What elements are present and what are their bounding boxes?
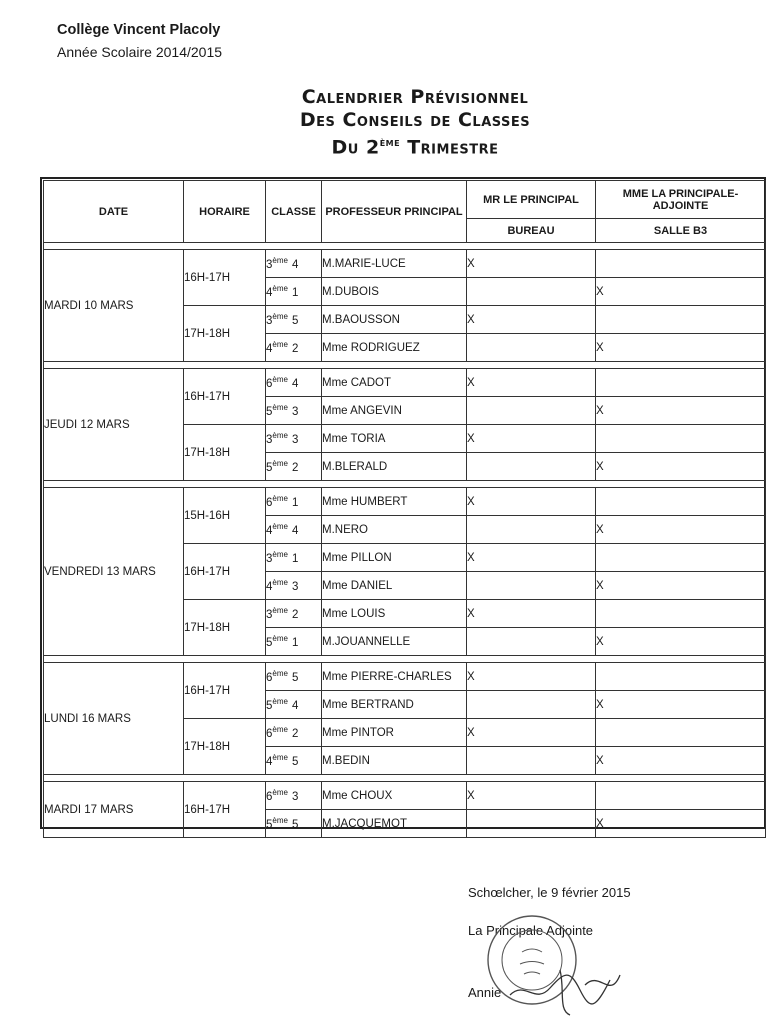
class-cell (266, 663, 322, 691)
title-line-3-pre: Du 2 (331, 136, 380, 159)
class-level: 4 (266, 342, 273, 355)
professor-cell: Mme CHOUX (322, 782, 467, 810)
date-cell: MARDI 17 MARS (44, 782, 184, 838)
adjointe-mark: X (596, 572, 766, 600)
class-level: 5 (266, 405, 273, 418)
class-level-suffix: ème (272, 340, 288, 350)
header-horaire: HORAIRE (184, 181, 266, 243)
handwritten-signature (500, 950, 630, 1020)
class-level-suffix: ème (272, 578, 288, 588)
adjointe-mark (596, 369, 766, 397)
professor-cell: Mme PILLON (322, 544, 467, 572)
principal-mark: X (467, 719, 596, 747)
class-level: 3 (266, 552, 273, 565)
time-cell: 16H-17H (184, 250, 266, 306)
professor-cell: Mme TORIA (322, 425, 467, 453)
class-level-suffix: ème (272, 312, 288, 322)
class-level-suffix: ème (272, 697, 288, 707)
class-cell (266, 719, 322, 747)
class-number: 3 (291, 580, 299, 593)
title-line-2: Des Conseils de Classes (299, 109, 531, 131)
class-cell (266, 572, 322, 600)
class-number: 4 (291, 699, 299, 712)
time-cell: 16H-17H (184, 782, 266, 838)
adjointe-mark: X (596, 691, 766, 719)
day-separator (44, 775, 766, 782)
class-number: 4 (291, 258, 299, 271)
class-number: 2 (291, 342, 299, 355)
date-cell: MARDI 10 MARS (44, 250, 184, 362)
school-year: Année Scolaire 2014/2015 (57, 44, 223, 60)
class-number: 2 (291, 727, 299, 740)
professor-cell: Mme HUMBERT (322, 488, 467, 516)
principal-mark: X (467, 250, 596, 278)
header-date: DATE (44, 181, 184, 243)
class-cell (266, 334, 322, 362)
time-cell: 17H-18H (184, 719, 266, 775)
adjointe-mark: X (596, 810, 766, 838)
class-cell (266, 306, 322, 334)
signatory-name: Annie (468, 985, 502, 1000)
table-row (44, 250, 766, 278)
class-level: 3 (266, 433, 273, 446)
date-cell: LUNDI 16 MARS (44, 663, 184, 775)
header-professeur: PROFESSEUR PRINCIPAL (322, 181, 467, 243)
time-cell: 17H-18H (184, 306, 266, 362)
class-level-suffix: ème (272, 669, 288, 679)
class-level-suffix: ème (272, 550, 288, 560)
principal-mark: X (467, 425, 596, 453)
class-level-suffix: ème (272, 606, 288, 616)
class-number: 3 (291, 790, 299, 803)
table-row (44, 782, 766, 810)
schedule-body (44, 243, 766, 838)
table-row (44, 663, 766, 691)
class-cell (266, 425, 322, 453)
class-level: 4 (266, 524, 273, 537)
separator-cell (44, 656, 766, 663)
class-number: 1 (291, 552, 299, 565)
class-level: 6 (266, 377, 273, 390)
day-separator (44, 481, 766, 488)
class-cell (266, 600, 322, 628)
class-level-suffix: ème (272, 725, 288, 735)
day-separator (44, 243, 766, 250)
class-level: 4 (266, 580, 273, 593)
principal-mark: X (467, 782, 596, 810)
class-cell (266, 488, 322, 516)
class-number: 1 (291, 496, 299, 509)
professor-cell: M.JACQUEMOT (322, 810, 467, 838)
header-principal-room: BUREAU (467, 219, 596, 243)
time-cell: 16H-17H (184, 369, 266, 425)
class-level-suffix: ème (272, 284, 288, 294)
class-cell (266, 544, 322, 572)
class-level-suffix: ème (272, 634, 288, 644)
adjointe-mark (596, 306, 766, 334)
time-cell: 15H-16H (184, 488, 266, 544)
class-number: 3 (291, 405, 299, 418)
time-cell: 16H-17H (184, 544, 266, 600)
class-cell (266, 250, 322, 278)
class-level-suffix: ème (272, 522, 288, 532)
adjointe-mark (596, 663, 766, 691)
signatory-title: La Principale Adjointe (468, 923, 594, 938)
professor-cell: Mme BERTRAND (322, 691, 467, 719)
professor-cell: M.DUBOIS (322, 278, 467, 306)
class-cell (266, 782, 322, 810)
class-cell (266, 516, 322, 544)
professor-cell: M.BAOUSSON (322, 306, 467, 334)
class-number: 5 (291, 314, 299, 327)
adjointe-mark (596, 544, 766, 572)
professor-cell: Mme CADOT (322, 369, 467, 397)
class-level: 6 (266, 727, 273, 740)
adjointe-mark: X (596, 628, 766, 656)
class-cell (266, 397, 322, 425)
class-level: 3 (266, 258, 273, 271)
class-level: 5 (266, 461, 273, 474)
date-cell: VENDREDI 13 MARS (44, 488, 184, 656)
class-level-suffix: ème (272, 403, 288, 413)
class-number: 3 (291, 433, 299, 446)
class-level: 6 (266, 671, 273, 684)
adjointe-mark (596, 425, 766, 453)
class-cell (266, 453, 322, 481)
adjointe-mark: X (596, 747, 766, 775)
class-level-suffix: ème (272, 753, 288, 763)
adjointe-mark (596, 488, 766, 516)
adjointe-mark (596, 250, 766, 278)
title-line-1: Calendrier Prévisionnel (301, 86, 529, 108)
class-cell (266, 628, 322, 656)
professor-cell: Mme DANIEL (322, 572, 467, 600)
class-level: 4 (266, 286, 273, 299)
time-cell: 16H-17H (184, 663, 266, 719)
class-level: 5 (266, 818, 273, 831)
professor-cell: Mme PINTOR (322, 719, 467, 747)
title-line-3-post: Trimestre (400, 136, 499, 159)
professor-cell: M.BLERALD (322, 453, 467, 481)
class-number: 2 (291, 608, 299, 621)
principal-mark (467, 747, 596, 775)
professor-cell: M.BEDIN (322, 747, 467, 775)
professor-cell: Mme ANGEVIN (322, 397, 467, 425)
professor-cell: M.MARIE-LUCE (322, 250, 467, 278)
separator-cell (44, 362, 766, 369)
class-cell (266, 278, 322, 306)
class-number: 5 (291, 671, 299, 684)
adjointe-mark (596, 782, 766, 810)
adjointe-mark (596, 600, 766, 628)
time-cell: 17H-18H (184, 425, 266, 481)
principal-mark: X (467, 369, 596, 397)
professor-cell: M.NERO (322, 516, 467, 544)
class-level-suffix: ème (272, 256, 288, 266)
day-separator (44, 656, 766, 663)
professor-cell: Mme RODRIGUEZ (322, 334, 467, 362)
class-level: 6 (266, 496, 273, 509)
principal-mark (467, 628, 596, 656)
class-level-suffix: ème (272, 459, 288, 469)
class-number: 1 (291, 636, 299, 649)
principal-mark (467, 278, 596, 306)
class-cell (266, 747, 322, 775)
adjointe-mark (596, 719, 766, 747)
principal-mark: X (467, 488, 596, 516)
class-number: 5 (291, 755, 299, 768)
class-number: 2 (291, 461, 299, 474)
principal-mark (467, 453, 596, 481)
class-number: 1 (291, 286, 299, 299)
separator-cell (44, 243, 766, 250)
principal-mark (467, 516, 596, 544)
separator-cell (44, 481, 766, 488)
time-cell: 17H-18H (184, 600, 266, 656)
class-number: 5 (291, 818, 299, 831)
professor-cell: Mme LOUIS (322, 600, 467, 628)
class-level: 5 (266, 636, 273, 649)
class-number: 4 (291, 524, 299, 537)
adjointe-mark: X (596, 516, 766, 544)
principal-mark (467, 334, 596, 362)
adjointe-mark: X (596, 397, 766, 425)
principal-mark: X (467, 306, 596, 334)
adjointe-mark: X (596, 453, 766, 481)
class-number: 4 (291, 377, 299, 390)
professor-cell: M.JOUANNELLE (322, 628, 467, 656)
class-cell (266, 369, 322, 397)
class-level-suffix: ème (272, 788, 288, 798)
adjointe-mark: X (596, 334, 766, 362)
class-level: 4 (266, 755, 273, 768)
schedule-table (43, 180, 766, 838)
class-level-suffix: ème (272, 816, 288, 826)
title-line-3-sup: ème (379, 136, 401, 149)
professor-cell: Mme PIERRE-CHARLES (322, 663, 467, 691)
class-level: 3 (266, 314, 273, 327)
class-level-suffix: ème (272, 431, 288, 441)
principal-mark (467, 397, 596, 425)
principal-mark: X (467, 600, 596, 628)
separator-cell (44, 775, 766, 782)
date-cell: JEUDI 12 MARS (44, 369, 184, 481)
table-row (44, 488, 766, 516)
class-level-suffix: ème (272, 375, 288, 385)
principal-mark: X (467, 544, 596, 572)
principal-mark (467, 691, 596, 719)
principal-mark (467, 572, 596, 600)
principal-mark (467, 810, 596, 838)
class-level: 5 (266, 699, 273, 712)
class-level: 3 (266, 608, 273, 621)
header-principal: MR LE PRINCIPAL (467, 181, 596, 219)
class-level: 6 (266, 790, 273, 803)
class-cell (266, 810, 322, 838)
header-adjointe: MME LA PRINCIPALE-ADJOINTE (596, 181, 766, 219)
class-level-suffix: ème (272, 494, 288, 504)
adjointe-mark: X (596, 278, 766, 306)
table-row (44, 369, 766, 397)
header-classe: CLASSE (266, 181, 322, 243)
place-date: Schœlcher, le 9 février 2015 (468, 885, 631, 900)
day-separator (44, 362, 766, 369)
principal-mark: X (467, 663, 596, 691)
school-name: Collège Vincent Placoly (57, 22, 221, 38)
title-line-3 (150, 132, 680, 158)
header-adjointe-room: SALLE B3 (596, 219, 766, 243)
class-cell (266, 691, 322, 719)
